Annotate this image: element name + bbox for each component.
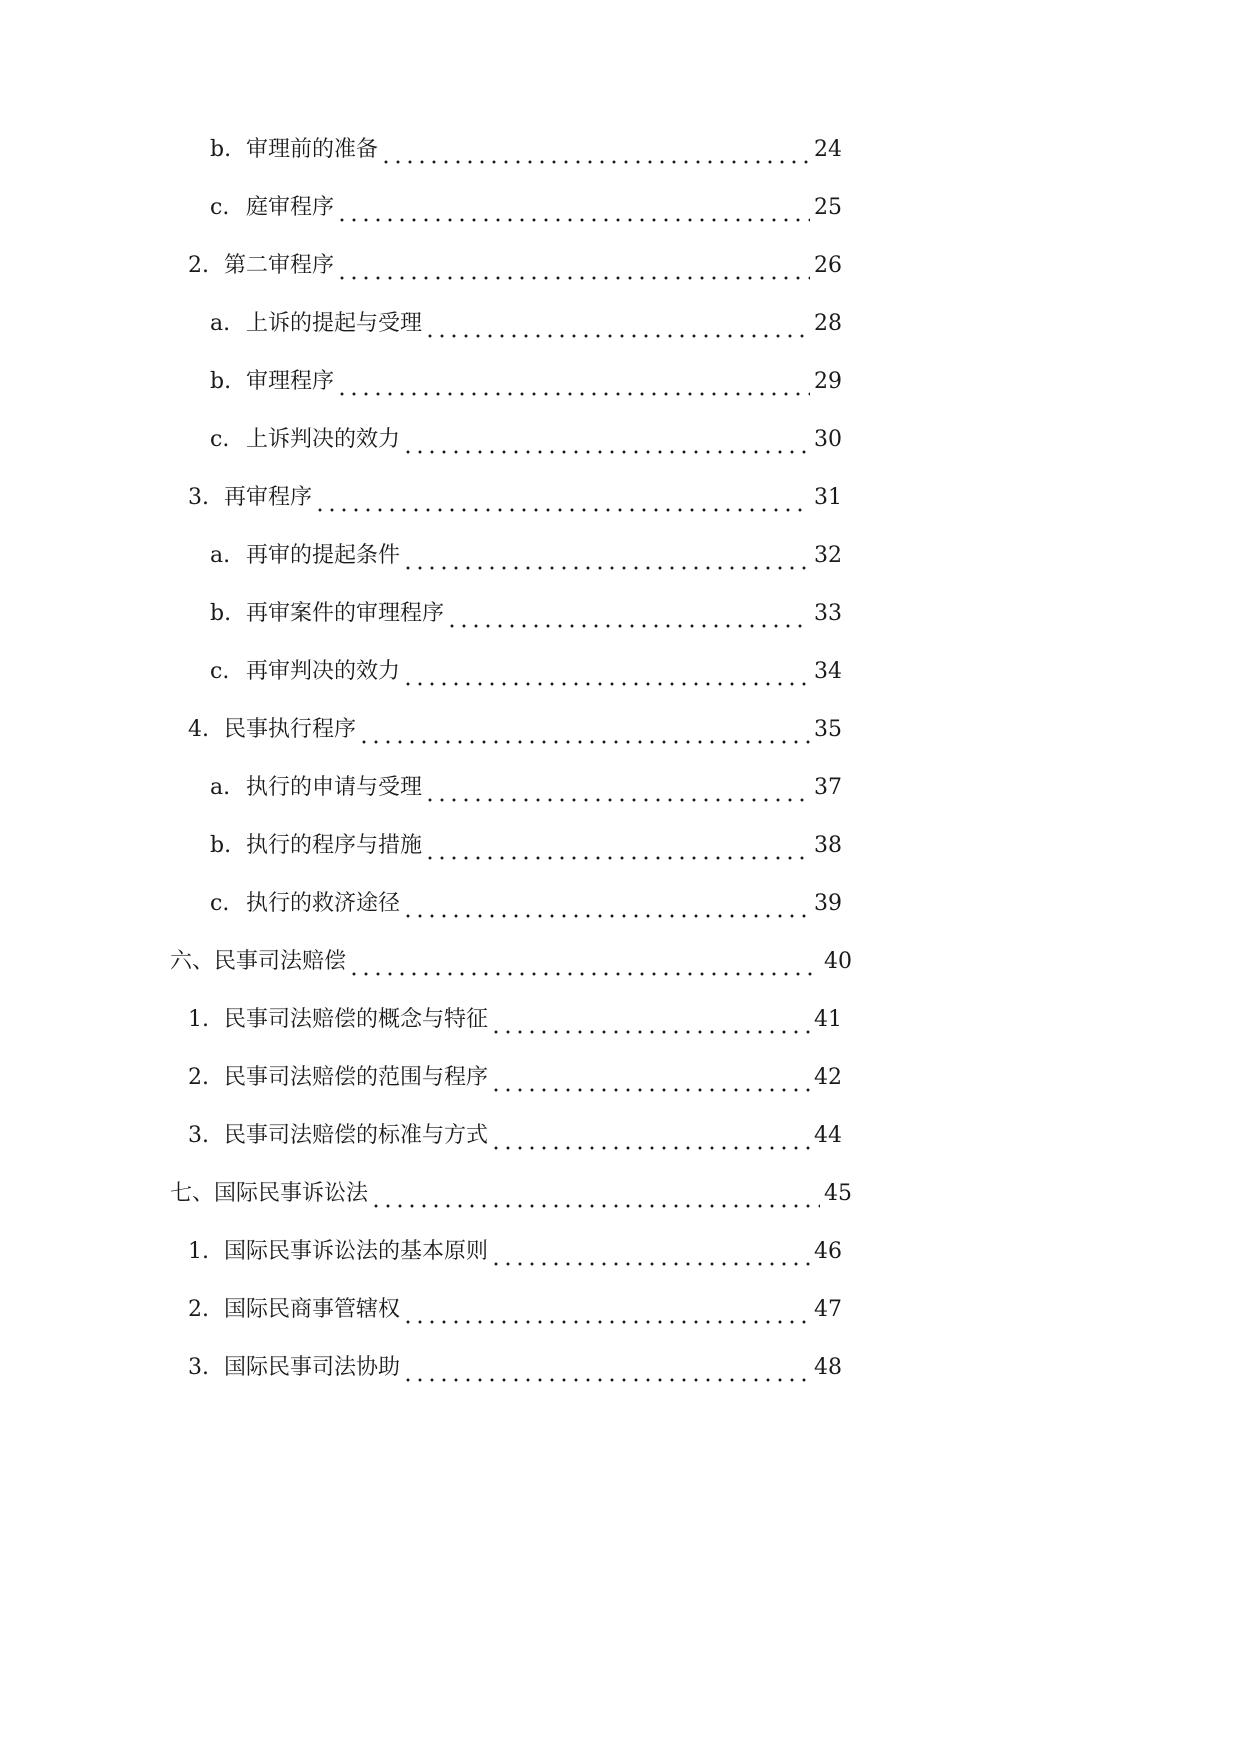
toc-entry[interactable] [210,885,842,919]
toc-entry-title: 民事司法赔偿的标准与方式 [224,1123,489,1148]
toc-entry-marker: 2. [188,1065,209,1090]
toc-entry-page-number: 33 [814,601,842,626]
toc-entry-marker: c. [210,659,230,684]
toc-dot-leader [370,1179,820,1209]
toc-dot-leader [314,483,810,513]
toc-dot-leader [424,773,810,803]
toc-entry[interactable] [210,769,842,803]
toc-entry-title: 执行的程序与措施 [246,833,423,858]
toc-entry-page-number: 35 [814,717,842,742]
toc-entry-title: 再审判决的效力 [246,659,401,684]
toc-entry-title: 民事司法赔偿的范围与程序 [224,1065,489,1090]
toc-entry[interactable] [188,479,842,513]
toc-entry-marker: a. [210,311,231,336]
toc-entry[interactable] [188,247,842,281]
toc-entry-marker: 2. [188,1297,209,1322]
toc-entry-page-number: 29 [814,369,842,394]
toc-entry-page-number: 41 [814,1007,842,1032]
toc-entry-marker: 3. [188,1355,209,1380]
toc-entry-title: 再审的提起条件 [246,543,401,568]
toc-dot-leader [348,947,820,977]
toc-dot-leader [402,425,810,455]
toc-entry-page-number: 40 [824,949,852,974]
toc-dot-leader [336,193,810,223]
toc-entry-marker: 1. [188,1239,209,1264]
toc-entry-marker: b. [210,369,232,394]
toc-dot-leader [402,1353,810,1383]
toc-dot-leader [336,367,810,397]
toc-entry-title: 国际民事诉讼法的基本原则 [224,1239,489,1264]
toc-entry-title: 庭审程序 [246,195,335,220]
toc-entry[interactable] [188,1291,842,1325]
toc-entry-title: 第二审程序 [224,253,335,278]
toc-entry-title: 再审程序 [224,485,313,510]
toc-entry-page-number: 38 [814,833,842,858]
toc-entry[interactable] [188,711,842,745]
toc-entry-marker: b. [210,137,232,162]
toc-entry-page-number: 24 [814,137,842,162]
toc-entry-marker: 4. [188,717,209,742]
toc-dot-leader [402,657,810,687]
toc-entry-marker: b. [210,833,232,858]
toc-entry[interactable] [188,1001,842,1035]
toc-entry-title: 民事执行程序 [224,717,357,742]
toc-entry-page-number: 48 [814,1355,842,1380]
toc-entry-marker: 3. [188,485,209,510]
toc-entry[interactable] [210,827,842,861]
toc-dot-leader [490,1237,810,1267]
toc-entry[interactable] [210,421,842,455]
toc-entry-page-number: 37 [814,775,842,800]
toc-entry[interactable] [210,595,842,629]
toc-entry[interactable] [170,943,852,977]
toc-entry[interactable] [188,1059,842,1093]
toc-dot-leader [380,135,810,165]
toc-entry-marker: c. [210,195,230,220]
toc-entry[interactable] [210,653,842,687]
toc-entry[interactable] [210,189,842,223]
toc-dot-leader [490,1121,810,1151]
toc-entry-title: 民事司法赔偿的概念与特征 [224,1007,489,1032]
toc-entry-page-number: 47 [814,1297,842,1322]
toc-entry[interactable] [210,305,842,339]
toc-entry-page-number: 45 [824,1181,852,1206]
toc-dot-leader [446,599,810,629]
toc-entry-title: 六、民事司法赔偿 [170,949,347,974]
toc-entry-page-number: 39 [814,891,842,916]
toc-dot-leader [336,251,810,281]
toc-entry[interactable] [188,1233,842,1267]
toc-entry[interactable] [210,537,842,571]
toc-dot-leader [424,831,810,861]
toc-entry-page-number: 30 [814,427,842,452]
toc-entry[interactable] [188,1117,842,1151]
toc-entry-page-number: 34 [814,659,842,684]
toc-entry-title: 国际民事司法协助 [224,1355,401,1380]
toc-entry-page-number: 46 [814,1239,842,1264]
toc-entry-title: 上诉判决的效力 [246,427,401,452]
toc-entry-marker: c. [210,427,230,452]
toc-entry-marker: b. [210,601,232,626]
toc-entry-marker: 3. [188,1123,209,1148]
toc-dot-leader [490,1005,810,1035]
toc-entry-title: 七、国际民事诉讼法 [170,1181,369,1206]
toc-dot-leader [402,889,810,919]
toc-entry[interactable] [210,131,842,165]
toc-entry-page-number: 31 [814,485,842,510]
toc-entry-marker: c. [210,891,230,916]
toc-entry-marker: 1. [188,1007,209,1032]
toc-entry[interactable] [210,363,842,397]
toc-entry-page-number: 26 [814,253,842,278]
toc-entry-title: 执行的申请与受理 [246,775,423,800]
toc-entry-title: 审理程序 [246,369,335,394]
toc-entry-page-number: 44 [814,1123,842,1148]
toc-entry-title: 审理前的准备 [246,137,379,162]
toc-entry-marker: a. [210,543,231,568]
toc-entry-marker: a. [210,775,231,800]
toc-dot-leader [358,715,810,745]
toc-entry-page-number: 32 [814,543,842,568]
toc-entry[interactable] [188,1349,842,1383]
toc-entry-title: 上诉的提起与受理 [246,311,423,336]
toc-dot-leader [490,1063,810,1093]
toc-entry-title: 执行的救济途径 [246,891,401,916]
toc-entry-page-number: 28 [814,311,842,336]
toc-entry-marker: 2. [188,253,209,278]
toc-entry[interactable] [170,1175,852,1209]
toc-dot-leader [402,1295,810,1325]
toc-dot-leader [424,309,810,339]
toc-entry-title: 再审案件的审理程序 [246,601,445,626]
toc-entry-page-number: 25 [814,195,842,220]
toc-entry-title: 国际民商事管辖权 [224,1297,401,1322]
toc-dot-leader [402,541,810,571]
toc-entry-page-number: 42 [814,1065,842,1090]
